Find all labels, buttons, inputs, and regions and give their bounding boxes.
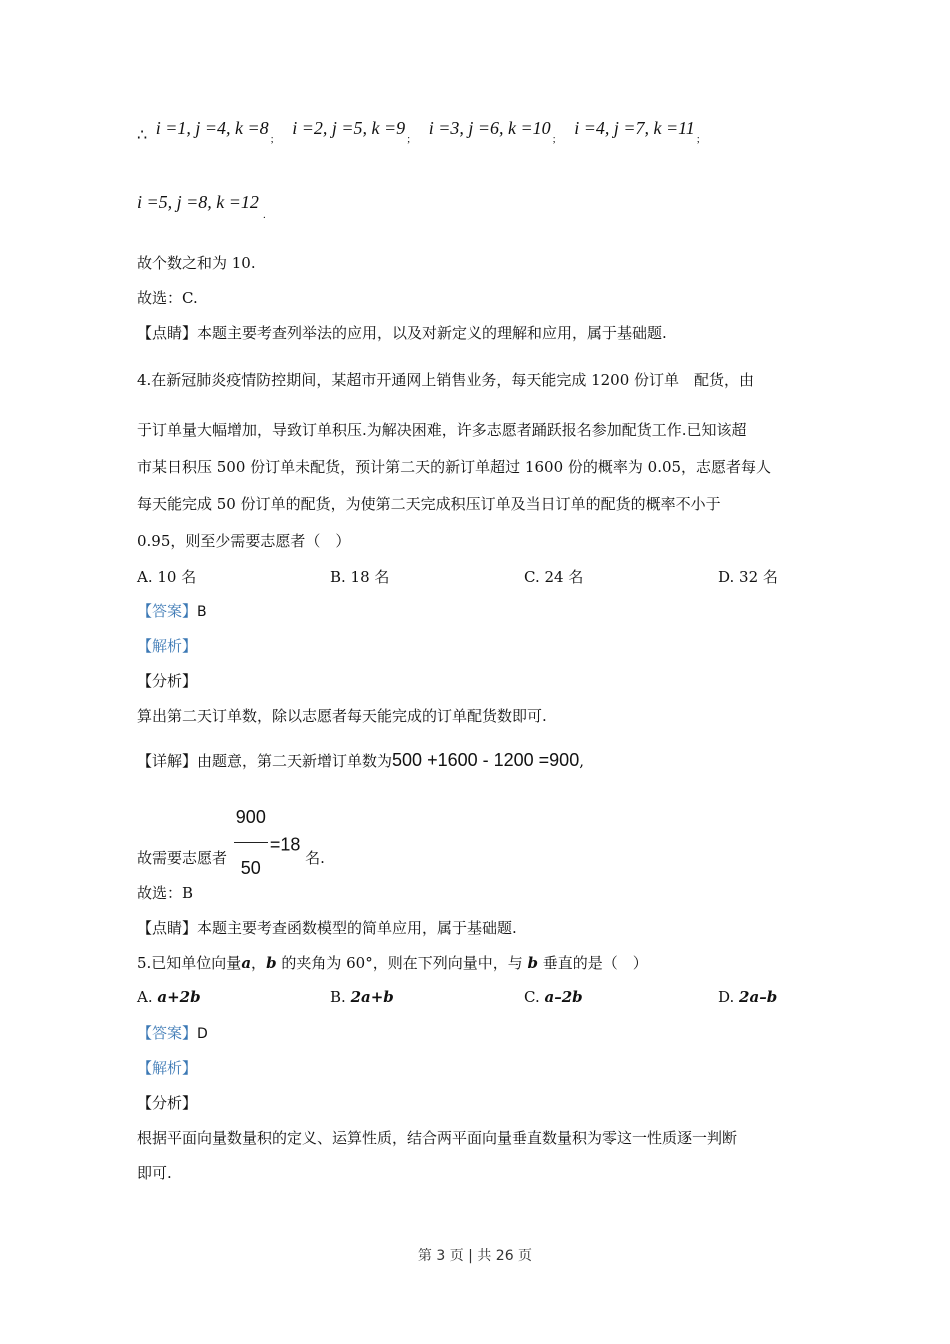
triples-line-2: i =5, j =8, $k =12_.$ [137,192,266,221]
comment-label: 【点睛】 [137,324,198,342]
q4-need: 故需要志愿者 $\frac{900}{50}$ =18 名. [137,798,325,895]
detail-expression: 500 +1600 - 1200 =900 [392,750,580,770]
q4-option-d: D. 32 名 [718,568,778,586]
detail-label: 【详解】 [137,752,198,770]
q4-stem-line-1: 4.在新冠肺炎疫情防控期间，某超市开通网上销售业务，每天能完成 1200 份订单 配货，由 [137,371,755,389]
answer-value: B [197,604,207,620]
q5-analysis-label: 【解析】 [137,1059,198,1077]
q4-fenxi-label: 【分析】 [137,672,198,690]
choice-text-q3: 故选：C. [137,289,198,307]
therefore-symbol: ∴ [137,127,148,144]
sum-text: 故个数之和为 10. [137,254,256,272]
fraction: $\frac{900}{50}$ [234,794,268,891]
q4-answer [137,601,207,622]
q5-stem: 5.已知单位向量a，b 的夹角为 60°，则在下列向量中，与 b 垂直的是（ ） [137,954,648,972]
q5-option-c: C. a–2b [524,988,583,1006]
q4-stem-line-3: 市某日积压 500 份订单未配货，预计第二天的新订单超过 1600 份的概率为 0.05，志愿者每人 [137,458,772,476]
comment-q3 [137,323,667,343]
triple-1: i =1, j =4, k =8 [155,118,269,138]
page-footer: 第 3 页 | 共 26 页 [417,1248,533,1264]
q5-answer: 【答案】D [137,1024,208,1042]
q4-stem-line-4: 每天能完成 50 份订单的配货，为使第二天完成积压订单及当日订单的配货的概率不小于 [137,495,721,513]
q4-stem-line-2: 于订单量大幅增加，导致订单积压.为解决困难，许多志愿者踊跃报名参加配货工作.已知该超 [137,421,747,439]
triple-5: i =5, j =8, k =12 [137,192,259,212]
q4-stem-line-5: 0.95，则至少需要志愿者（ ） [137,532,351,550]
answer-label: 【答案】 [137,602,198,620]
q5-fenxi-line-2: 即可. [137,1164,172,1182]
triple-2: i =2, j =5, k =9 [292,118,406,138]
q5-fenxi-line-1: 根据平面向量数量积的定义、运算性质，结合两平面向量垂直数量积为零这一性质逐一判断 [137,1129,738,1147]
triples-line-1: ∴ i =1, j =4, $k =8_;$ i =2, j =5, $k =9_;$ i =3, j =6, $k =10_;$ i =4, j =7, $k =11_;$ [137,118,700,145]
q4-choice-text: 故选：B [137,884,194,902]
q4-option-b: B. 18 名 [330,568,390,586]
q4-comment: 【点睛】本题主要考查函数模型的简单应用，属于基础题. [137,919,517,937]
comment-text: 本题主要考查列举法的应用，以及对新定义的理解和应用，属于基础题. [197,324,667,342]
q4-fenxi-text: 算出第二天订单数，除以志愿者每天能完成的订单配货数即可. [137,707,547,725]
q5-option-d: D. 2a–b [718,988,778,1006]
triple-4: i =4, j =7, k =11 [574,118,695,138]
q4-detail: 【详解】由题意，第二天新增订单数为500 +1600 - 1200 =900, [137,750,584,770]
q5-option-b: B. 2a+b [330,988,394,1006]
q4-option-a: A. 10 名 [137,568,197,586]
triple-3: i =3, j =6, k =10 [428,118,551,138]
q5-fenxi-label: 【分析】 [137,1094,198,1112]
q4-option-c: C. 24 名 [524,568,584,586]
q4-analysis-label: 【解析】 [137,637,198,655]
q5-option-a: A. a+2b [137,988,201,1006]
